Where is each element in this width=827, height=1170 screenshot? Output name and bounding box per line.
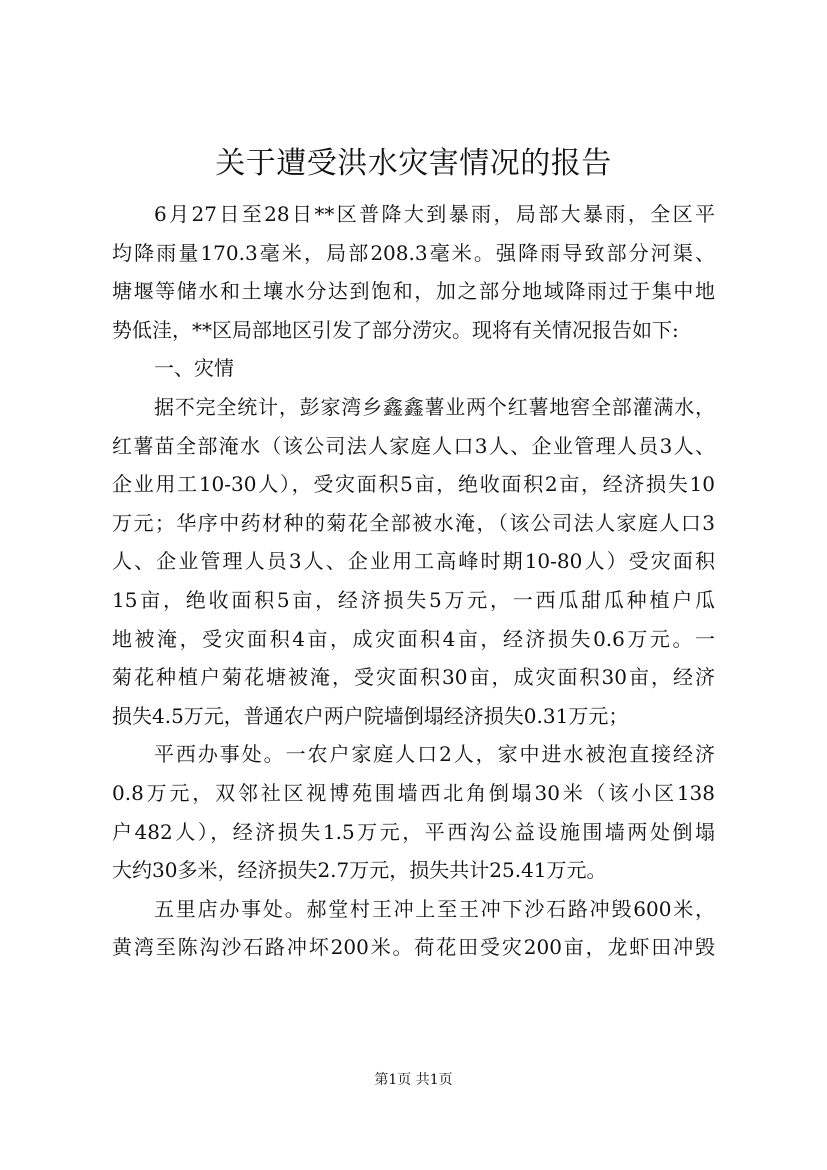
text-line: 户482人），经济损失1.5万元，平西沟公益设施围墙两处倒塌 (112, 819, 715, 844)
text-line: 势低洼，**区局部地区引发了部分涝灾。现将有关情况报告如下: (112, 317, 679, 342)
text-line: 0.8万元，双邻社区视博苑围墙西北角倒塌30米（该小区138 (112, 780, 715, 805)
document-body (112, 195, 715, 967)
text-line: 塘堰等储水和土壤水分达到饱和，加之部分地域降雨过于集中地 (112, 279, 715, 304)
text-line: 人、企业管理人员3人、企业用工高峰时期10-80人）受灾面积 (112, 549, 715, 574)
text-line: 地被淹，受灾面积4亩，成灾面积4亩，经济损失0.6万元。一 (112, 626, 715, 651)
text-line: 15亩，绝收面积5亩，经济损失5万元，一西瓜甜瓜种植户瓜 (112, 587, 715, 612)
text-line: 均降雨量170.3毫米，局部208.3毫米。强降雨导致部分河渠、 (112, 240, 715, 265)
text-line: 损失4.5万元，普通农户两户院墙倒塌经济损失0.31万元； (112, 703, 629, 728)
document-title: 关于遭受洪水灾害情况的报告 (215, 146, 612, 181)
text-line: 6月27日至28日**区普降大到暴雨，局部大暴雨，全区平 (154, 202, 715, 226)
text-line: 平西办事处。一农户家庭人口2人，家中进水被泡直接经济 (154, 742, 715, 767)
text-line: 菊花种植户菊花塘被淹，受灾面积30亩，成灾面积30亩，经济 (112, 665, 715, 690)
page-footer: 第1页 共1页 (374, 1072, 453, 1088)
text-line: 五里店办事处。郝堂村王冲上至王冲下沙石路冲毁600米， (154, 896, 715, 921)
text-line: 黄湾至陈沟沙石路冲坏200米。荷花田受灾200亩，龙虾田冲毁 (112, 935, 715, 960)
text-line: 一、灾情 (154, 356, 234, 381)
text-line: 红薯苗全部淹水（该公司法人家庭人口3人、企业管理人员3人、 (112, 433, 715, 458)
text-line: 据不完全统计，彭家湾乡鑫鑫薯业两个红薯地窖全部灌满水， (154, 394, 715, 419)
text-line: 大约30多米，经济损失2.7万元，损失共计25.41万元。 (112, 858, 607, 883)
text-line: 企业用工10-30人），受灾面积5亩，绝收面积2亩，经济损失10 (112, 472, 715, 497)
text-line: 万元；华序中药材种的菊花全部被水淹，（该公司法人家庭人口3 (112, 510, 715, 535)
